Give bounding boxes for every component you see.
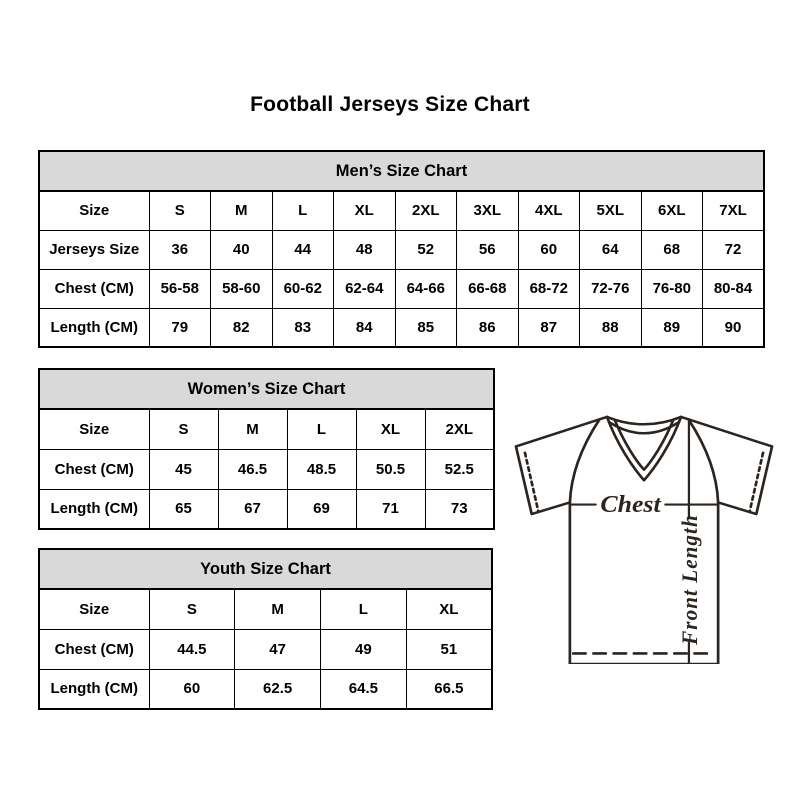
value-cell: 40: [211, 230, 273, 269]
value-cell: 2XL: [425, 409, 494, 449]
value-cell: 47: [235, 629, 321, 669]
value-cell: L: [321, 589, 407, 629]
row-label-cell: Length (CM): [39, 669, 149, 709]
table-row: [39, 449, 494, 489]
value-cell: M: [218, 409, 287, 449]
value-cell: 48: [334, 230, 396, 269]
value-cell: 76-80: [641, 269, 703, 308]
row-label-cell: Length (CM): [39, 308, 149, 347]
table-row: [39, 269, 764, 308]
chest-label: Chest: [600, 491, 661, 518]
table-row: [39, 409, 494, 449]
value-cell: 4XL: [518, 191, 580, 230]
value-cell: 52: [395, 230, 457, 269]
value-cell: 58-60: [211, 269, 273, 308]
value-cell: S: [149, 409, 218, 449]
youth-size-table: [38, 548, 493, 710]
table-title: Women’s Size Chart: [39, 369, 494, 409]
row-label-cell: Size: [39, 191, 149, 230]
value-cell: 3XL: [457, 191, 519, 230]
value-cell: L: [287, 409, 356, 449]
value-cell: 50.5: [356, 449, 425, 489]
value-cell: 69: [287, 489, 356, 529]
row-label-cell: Chest (CM): [39, 449, 149, 489]
jersey-measurement-diagram: [498, 400, 790, 664]
value-cell: M: [211, 191, 273, 230]
value-cell: 56: [457, 230, 519, 269]
table-row: [39, 489, 494, 529]
value-cell: 68-72: [518, 269, 580, 308]
value-cell: XL: [356, 409, 425, 449]
table-row: [39, 629, 492, 669]
value-cell: 67: [218, 489, 287, 529]
value-cell: M: [235, 589, 321, 629]
value-cell: 72: [703, 230, 765, 269]
value-cell: 51: [406, 629, 492, 669]
value-cell: 86: [457, 308, 519, 347]
table-title: Men’s Size Chart: [39, 151, 764, 191]
value-cell: 60: [518, 230, 580, 269]
value-cell: 64.5: [321, 669, 407, 709]
value-cell: S: [149, 191, 211, 230]
table-row: [39, 308, 764, 347]
value-cell: 5XL: [580, 191, 642, 230]
value-cell: 44.5: [149, 629, 235, 669]
value-cell: 7XL: [703, 191, 765, 230]
value-cell: XL: [406, 589, 492, 629]
value-cell: 90: [703, 308, 765, 347]
row-label-cell: Length (CM): [39, 489, 149, 529]
value-cell: 44: [272, 230, 334, 269]
value-cell: L: [272, 191, 334, 230]
table-row: [39, 230, 764, 269]
table-row: [39, 589, 492, 629]
value-cell: 52.5: [425, 449, 494, 489]
value-cell: 2XL: [395, 191, 457, 230]
row-label-cell: Size: [39, 589, 149, 629]
front-length-label: Front Length: [677, 514, 702, 645]
value-cell: 68: [641, 230, 703, 269]
value-cell: 45: [149, 449, 218, 489]
row-label-cell: Chest (CM): [39, 269, 149, 308]
value-cell: 79: [149, 308, 211, 347]
mens-size-table: [38, 150, 765, 348]
value-cell: 83: [272, 308, 334, 347]
table-header-row: [39, 369, 494, 409]
value-cell: 49: [321, 629, 407, 669]
value-cell: 64: [580, 230, 642, 269]
value-cell: 6XL: [641, 191, 703, 230]
jersey-outline-icon: [516, 417, 772, 664]
value-cell: 88: [580, 308, 642, 347]
value-cell: 84: [334, 308, 396, 347]
value-cell: 89: [641, 308, 703, 347]
value-cell: 72-76: [580, 269, 642, 308]
womens-size-table: [38, 368, 495, 530]
row-label-cell: Size: [39, 409, 149, 449]
value-cell: 60-62: [272, 269, 334, 308]
value-cell: XL: [334, 191, 396, 230]
row-label-cell: Jerseys Size: [39, 230, 149, 269]
value-cell: 85: [395, 308, 457, 347]
table-row: [39, 191, 764, 230]
value-cell: 48.5: [287, 449, 356, 489]
value-cell: 71: [356, 489, 425, 529]
value-cell: 82: [211, 308, 273, 347]
table-row: [39, 669, 492, 709]
page-title: Football Jerseys Size Chart: [250, 93, 530, 116]
value-cell: 66-68: [457, 269, 519, 308]
table-header-row: [39, 151, 764, 191]
value-cell: 73: [425, 489, 494, 529]
row-label-cell: Chest (CM): [39, 629, 149, 669]
value-cell: 87: [518, 308, 580, 347]
value-cell: 60: [149, 669, 235, 709]
value-cell: 62.5: [235, 669, 321, 709]
value-cell: 64-66: [395, 269, 457, 308]
value-cell: 65: [149, 489, 218, 529]
table-header-row: [39, 549, 492, 589]
value-cell: 66.5: [406, 669, 492, 709]
value-cell: 62-64: [334, 269, 396, 308]
value-cell: 56-58: [149, 269, 211, 308]
value-cell: S: [149, 589, 235, 629]
value-cell: 36: [149, 230, 211, 269]
table-title: Youth Size Chart: [39, 549, 492, 589]
value-cell: 46.5: [218, 449, 287, 489]
value-cell: 80-84: [703, 269, 765, 308]
